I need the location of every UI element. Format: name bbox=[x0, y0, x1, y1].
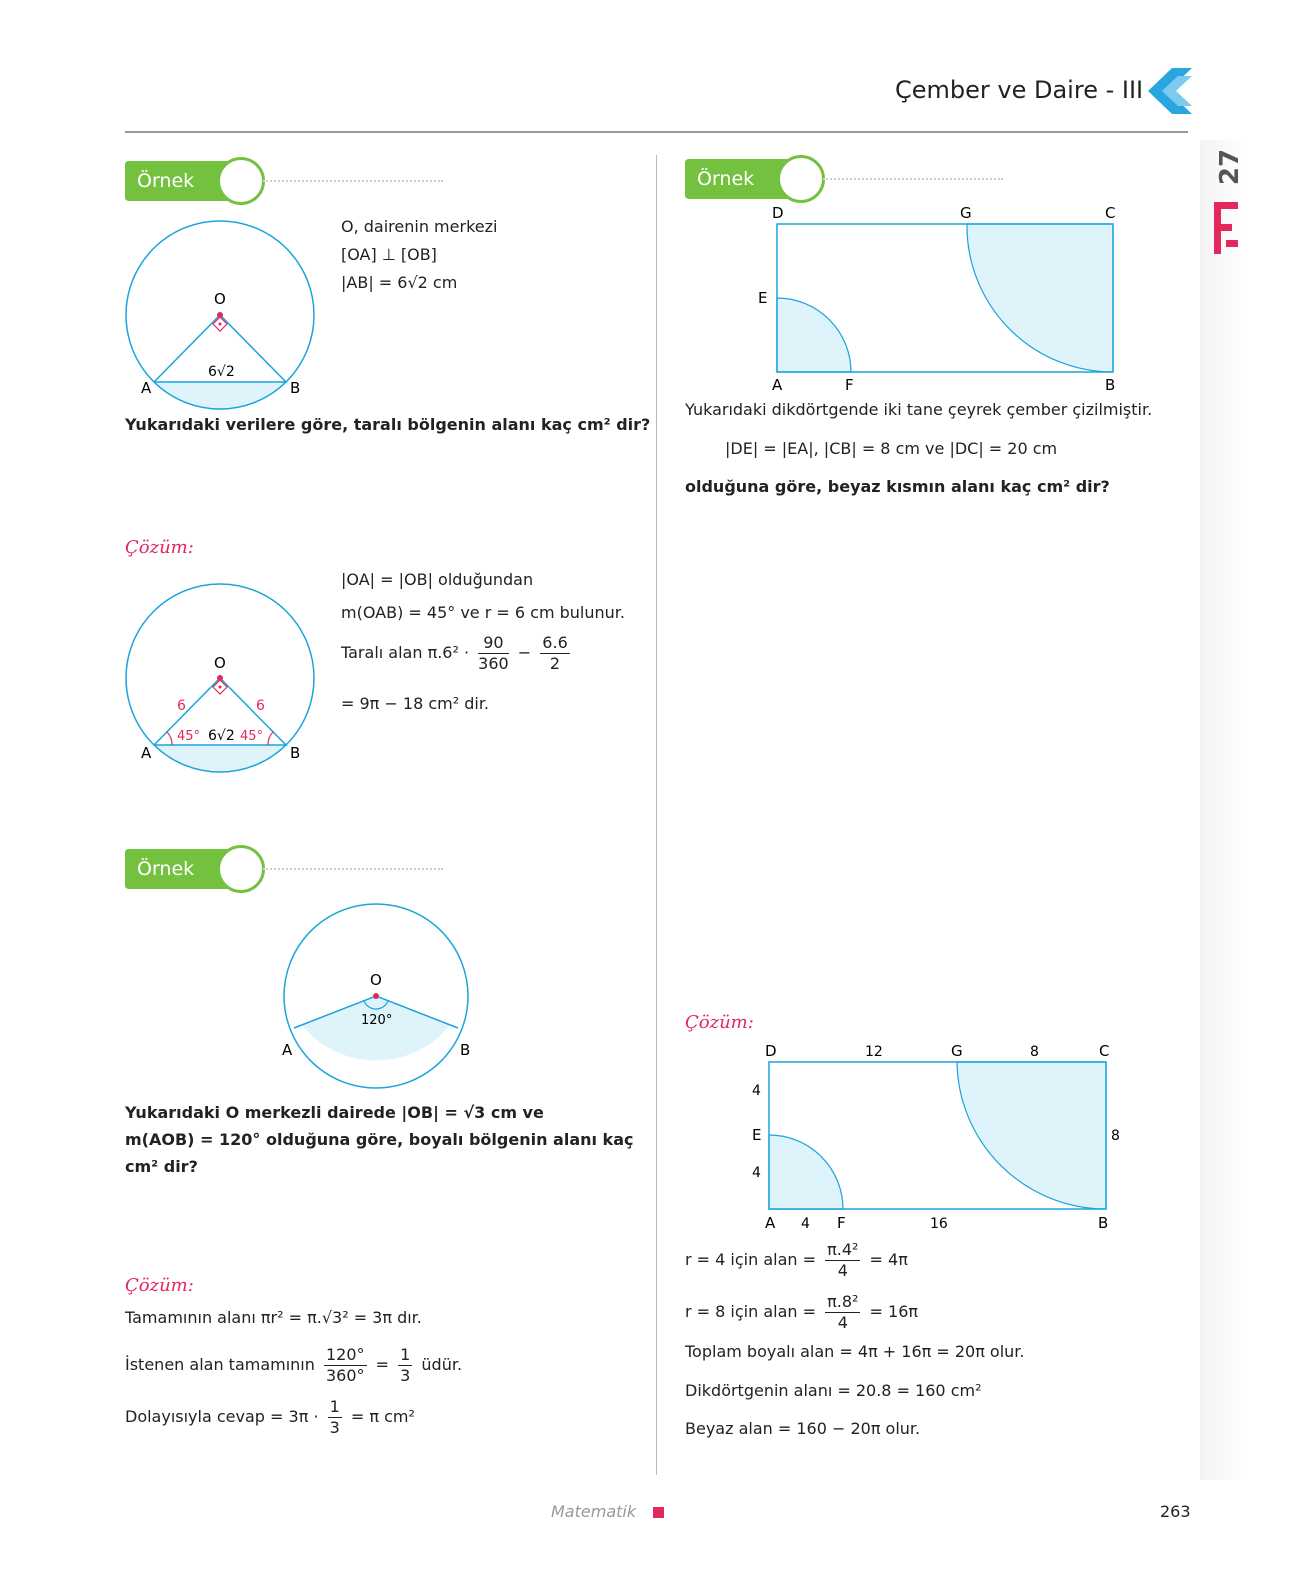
svg-text:D: D bbox=[772, 204, 784, 222]
ex3-sol-line-2: r = 8 için alan = $\frac{\text{π.8²}}{4}$ = 16π bbox=[685, 1292, 919, 1332]
ex1-given-2: [OA] ⊥ [OB] bbox=[341, 245, 437, 264]
ex3-solution-figure bbox=[745, 1038, 1125, 1238]
dotted-rule bbox=[823, 178, 1003, 180]
ex3-given: |DE| = |EA|, |CB| = 8 cm ve |DC| = 20 cm bbox=[725, 439, 1058, 458]
svg-text:4: 4 bbox=[752, 1083, 761, 1099]
svg-text:4: 4 bbox=[752, 1165, 761, 1181]
ex2-question-2: m(AOB) = 120° olduğuna göre, boyalı bölgenin alanı kaç bbox=[125, 1130, 634, 1149]
ex2-sol-line-1: Tamamının alanı πr² = π.√3² = 3π dır. bbox=[125, 1308, 422, 1327]
example-badge-2: Örnek bbox=[125, 845, 262, 893]
ex3-sol-line-1: r = 4 için alan = $\frac{\text{π.4²}}{4}$ = 4π bbox=[685, 1240, 908, 1280]
svg-text:A: A bbox=[282, 1041, 293, 1059]
side-tab bbox=[1200, 140, 1248, 1480]
label-B: B bbox=[290, 379, 301, 397]
ex3-sol-line-3: Toplam boyalı alan = 4π + 16π = 20π olur. bbox=[685, 1342, 1025, 1361]
svg-text:12: 12 bbox=[865, 1044, 883, 1060]
svg-text:6√2: 6√2 bbox=[208, 728, 235, 744]
footer-subject: Matematik bbox=[551, 1502, 637, 1521]
svg-text:D: D bbox=[765, 1042, 777, 1060]
svg-text:B: B bbox=[290, 744, 301, 762]
svg-text:6: 6 bbox=[177, 698, 186, 714]
svg-text:G: G bbox=[951, 1042, 963, 1060]
column-divider bbox=[656, 155, 657, 1475]
svg-text:45°: 45° bbox=[240, 729, 264, 744]
svg-text:16: 16 bbox=[930, 1216, 948, 1232]
ex3-sol-line-4: Dikdörtgenin alanı = 20.8 = 160 cm² bbox=[685, 1381, 982, 1400]
ex1-sol-line-3: Taralı alan π.6² · $\frac{90}{360}$ − $\frac{6.6}{2}$ bbox=[341, 633, 568, 673]
svg-text:C: C bbox=[1099, 1042, 1110, 1060]
brand-logo bbox=[1212, 200, 1240, 256]
svg-text:8: 8 bbox=[1111, 1128, 1120, 1144]
ex2-sol-line-2: İstenen alan tamamının $\frac{120^\circ}{360^\circ}$ = $\frac{1}{3}$ üdür. bbox=[125, 1345, 463, 1385]
svg-text:6: 6 bbox=[256, 698, 265, 714]
svg-text:E: E bbox=[752, 1126, 762, 1144]
ex3-question: olduğuna göre, beyaz kısmın alanı kaç cm² dir? bbox=[685, 477, 1110, 496]
svg-text:B: B bbox=[1105, 376, 1116, 394]
example-badge-1: Örnek bbox=[125, 157, 262, 205]
svg-text:B: B bbox=[460, 1041, 471, 1059]
ex1-sol-line-1: |OA| = |OB| olduğundan bbox=[341, 570, 534, 589]
ex2-question-1: Yukarıdaki O merkezli dairede |OB| = √3 cm ve bbox=[125, 1103, 544, 1122]
ex2-question-3: cm² dir? bbox=[125, 1157, 198, 1176]
svg-text:A: A bbox=[772, 376, 783, 394]
ex2-sol-line-3: Dolayısıyla cevap = 3π · $\frac{1}{3}$ = π cm² bbox=[125, 1397, 415, 1437]
label-A: A bbox=[141, 379, 152, 397]
ex3-sol-line-5: Beyaz alan = 160 − 20π olur. bbox=[685, 1419, 921, 1438]
svg-text:E: E bbox=[758, 289, 768, 307]
ex3-figure bbox=[750, 202, 1130, 402]
ex1-solution-figure bbox=[120, 573, 320, 773]
svg-text:O: O bbox=[214, 654, 226, 672]
label-O: O bbox=[214, 290, 226, 308]
svg-text:G: G bbox=[960, 204, 972, 222]
solution-label-1: Çözüm: bbox=[125, 537, 194, 558]
solution-label-2: Çözüm: bbox=[125, 1275, 194, 1296]
dotted-rule bbox=[263, 180, 443, 182]
ex1-given-3: |AB| = 6√2 cm bbox=[341, 273, 458, 292]
label-ab: 6√2 bbox=[208, 364, 235, 380]
svg-text:45°: 45° bbox=[177, 729, 201, 744]
example-badge-3: Örnek bbox=[685, 155, 822, 203]
speech-bubble-icon bbox=[217, 845, 265, 893]
svg-text:B: B bbox=[1098, 1214, 1109, 1232]
svg-text:8: 8 bbox=[1030, 1044, 1039, 1060]
ex1-figure bbox=[120, 210, 320, 410]
svg-text:4: 4 bbox=[801, 1216, 810, 1232]
dotted-rule bbox=[263, 868, 443, 870]
ex1-given-1: O, dairenin merkezi bbox=[341, 217, 498, 236]
svg-text:F: F bbox=[845, 376, 854, 394]
chevron-icon bbox=[1148, 68, 1192, 114]
speech-bubble-icon bbox=[777, 155, 825, 203]
svg-text:A: A bbox=[141, 744, 152, 762]
solution-label-3: Çözüm: bbox=[685, 1012, 754, 1033]
ex1-sol-line-2: m(OAB) = 45° ve r = 6 cm bulunur. bbox=[341, 603, 625, 622]
svg-text:O: O bbox=[370, 971, 382, 989]
speech-bubble-icon bbox=[217, 157, 265, 205]
page-number: 263 bbox=[1160, 1502, 1191, 1521]
ex1-sol-line-4: = 9π − 18 cm² dir. bbox=[341, 694, 490, 713]
svg-text:C: C bbox=[1105, 204, 1116, 222]
chapter-title: Çember ve Daire - III bbox=[895, 76, 1144, 104]
svg-text:120°: 120° bbox=[361, 1013, 393, 1028]
ex1-question: Yukarıdaki verilere göre, taralı bölgenin alanı kaç cm² dir? bbox=[125, 415, 651, 434]
footer-square-icon bbox=[653, 1507, 664, 1518]
svg-text:A: A bbox=[765, 1214, 776, 1232]
header-divider bbox=[125, 131, 1188, 133]
svg-text:F: F bbox=[837, 1214, 846, 1232]
side-tab-number: 27 bbox=[1215, 148, 1245, 186]
ex3-desc: Yukarıdaki dikdörtgende iki tane çeyrek çember çizilmiştir. bbox=[685, 400, 1153, 419]
ex2-figure bbox=[280, 900, 480, 1100]
